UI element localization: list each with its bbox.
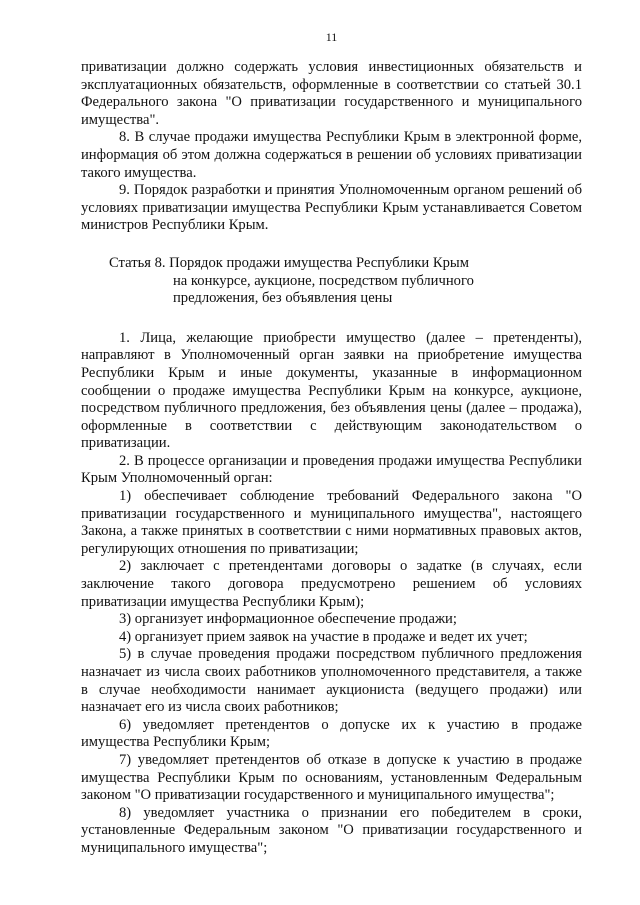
- list-item-6: 6) уведомляет претендентов о допуске их к участию в продаже имущества Республики Крым;: [81, 716, 582, 751]
- article-heading-line-1: Статья 8. Порядок продажи имущества Республики Крым: [109, 254, 469, 271]
- article-paragraph-1: 1. Лица, желающие приобрести имущество (далее – претенденты), направляют в Уполномоченный орган заявки на приобретение имущества Республики Крым и иные документы, указанные в информационном сообщении о продаже имущества Республики Крым на конкурсе, аукционе, посредством публичного предложения, без объявления цены (далее – продажа), оформленные в соответствии с действующим законодательством о приватизации.: [81, 329, 582, 452]
- page-number: 11: [325, 30, 338, 44]
- paragraph-item-8: 8. В случае продажи имущества Республики Крым в электронной форме, информация об этом должна содержаться в решении об условиях приватизации такого имущества.: [81, 129, 582, 181]
- list-item-1: 1) обеспечивает соблюдение требований Федерального закона "О приватизации государственного и муниципального имущества", настоящего Закона, а также принятых в соответствии с ними нормативных правовых актов, регулирующих отношения по приватизации;: [81, 488, 582, 557]
- list-item-2: 2) заключает с претендентами договоры о задатке (в случаях, если заключение такого договора предусмотрено решением об условиях приватизации имущества Республики Крым);: [81, 558, 582, 610]
- list-item-3: 3) организует информационное обеспечение продажи;: [119, 611, 457, 628]
- article-heading-line-3: предложения, без объявления цены: [173, 290, 393, 307]
- article-heading-line-2: на конкурсе, аукционе, посредством публичного: [173, 272, 474, 289]
- article-heading: [81, 255, 582, 308]
- paragraph-continuation: приватизации должно содержать условия инвестиционных обязательств и эксплуатационных обязательств, оформленные в соответствии со статьей 30.1 Федерального закона "О приватизации государственного и муниципального имущества".: [81, 59, 582, 128]
- list-item-7: 7) уведомляет претендентов об отказе в допуске к участию в продаже имущества Республики Крым по основаниям, установленным Федеральным законом "О приватизации государственного и муниципального имущества";: [81, 751, 582, 804]
- list-item-5: 5) в случае проведения продажи посредством публичного предложения назначает из числа своих работников уполномоченного представителя, а также в случае необходимости нанимает аукциониста (ведущего продажи) или назначает его из числа своих работников;: [81, 646, 582, 716]
- article-paragraph-2: 2. В процессе организации и проведения продажи имущества Республики Крым Уполномоченный орган:: [81, 452, 582, 487]
- paragraph-item-9: 9. Порядок разработки и принятия Уполномоченным органом решений об условиях приватизации имущества Республики Крым устанавливается Советом министров Республики Крым.: [81, 182, 582, 234]
- list-item-8: 8) уведомляет участника о признании его победителем в сроки, установленные Федеральным законом "О приватизации государственного и муниципального имущества";: [81, 804, 582, 856]
- list-item-4: 4) организует прием заявок на участие в продаже и ведет их учет;: [119, 628, 528, 645]
